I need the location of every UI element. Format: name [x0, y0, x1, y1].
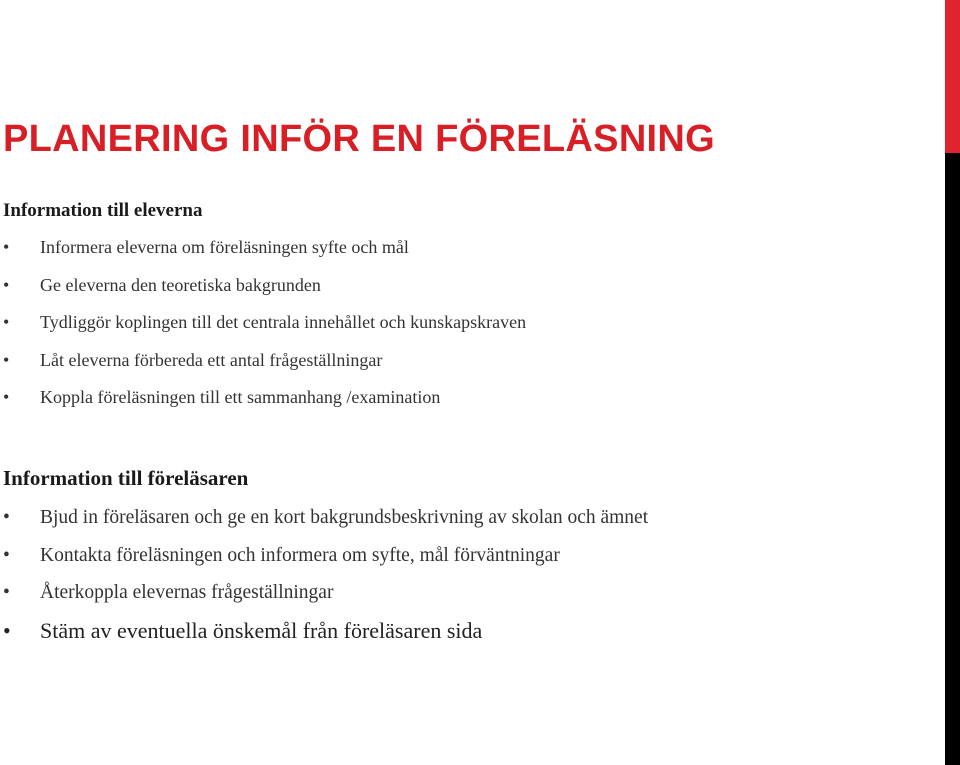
bullet-icon: • [3, 507, 10, 528]
list-item [3, 505, 933, 543]
section-information-lecturer [3, 464, 933, 655]
list-item [3, 235, 933, 273]
bullet-icon: • [3, 544, 10, 566]
bullet-list [3, 505, 933, 655]
list-item [3, 385, 933, 423]
list-item [3, 580, 933, 618]
list-item-text: Stäm av eventuella önskemål från föreläsaren sida [40, 617, 483, 643]
bullet-icon: • [3, 582, 10, 603]
list-item [3, 310, 933, 348]
side-accent-bar-red [945, 0, 960, 153]
list-item-text: Låt eleverna förbereda ett antal frågeställningar [40, 349, 383, 370]
section-heading: Information till eleverna [3, 200, 203, 221]
list-item [3, 543, 933, 581]
list-item-text: Kontakta föreläsningen och informera om syfte, mål förväntningar [40, 544, 560, 566]
list-item-text: Informera eleverna om föreläsningen syfte och mål [40, 237, 409, 257]
list-item-text: Ge eleverna den teoretiska bakgrunden [40, 274, 321, 295]
bullet-list [3, 235, 933, 423]
side-accent-bar-black [945, 153, 960, 765]
list-item-text: Tydliggör koplingen till det centrala innehållet och kunskapskraven [40, 312, 527, 332]
list-item [3, 273, 933, 311]
section-information-students [3, 198, 933, 423]
section-heading: Information till föreläsaren [3, 466, 249, 490]
bullet-icon: • [3, 312, 10, 332]
bullet-icon: • [3, 387, 10, 407]
list-item-text: Återkoppla elevernas frågeställningar [40, 582, 334, 603]
list-item-text: Bjud in föreläsaren och ge en kort bakgrundsbeskrivning av skolan och ämnet [40, 507, 649, 528]
list-item-text: Koppla föreläsningen till ett sammanhang /examination [40, 387, 441, 407]
bullet-icon: • [3, 237, 10, 257]
bullet-icon: • [3, 349, 10, 370]
list-item [3, 348, 933, 386]
slide-title: PLANERING INFÖR EN FÖRELÄSNING [3, 118, 716, 160]
bullet-icon: • [3, 274, 10, 295]
list-item [3, 618, 933, 656]
bullet-icon: • [3, 617, 11, 643]
